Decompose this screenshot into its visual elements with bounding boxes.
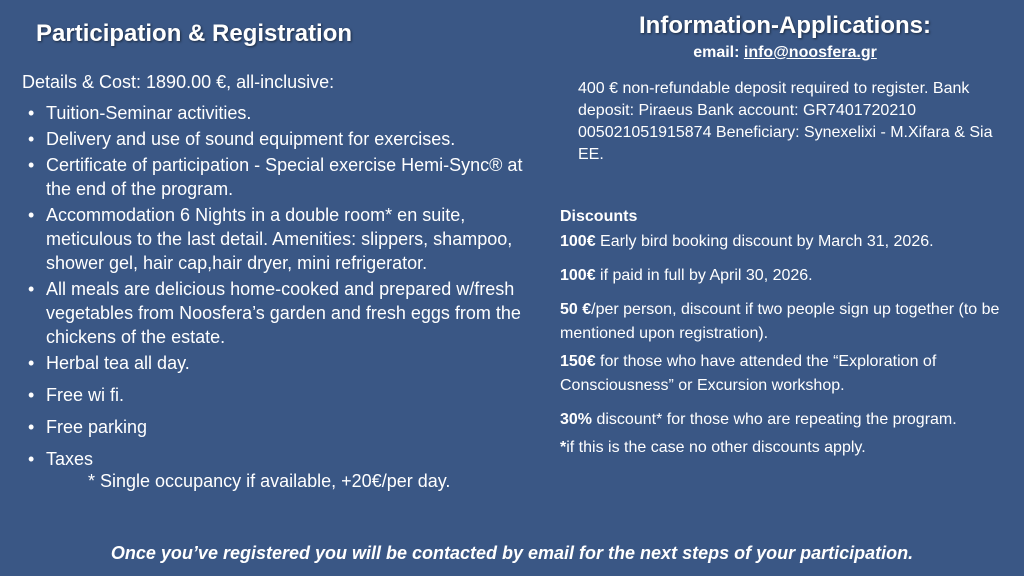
discount-item: 50 €/per person, discount if two people sign up together (to be mentioned upon registration). — [560, 301, 1000, 342]
discount-item: 150€ for those who have attended the “Exploration of Consciousness” or Excursion workshop. — [560, 353, 937, 394]
list-item: • Taxes — [22, 447, 542, 471]
email-link[interactable]: info@noosfera.gr — [743, 44, 877, 61]
list-item: • Free parking — [22, 415, 542, 439]
discounts-title: Discounts — [560, 208, 638, 225]
list-item: • Tuition-Seminar activities. — [22, 101, 542, 125]
information-section — [560, 10, 1010, 460]
footer-message: Once you’ve registered you will be contacted by email for the next steps of your participation. — [110, 543, 914, 563]
email-line — [560, 44, 1010, 62]
information-title: Information-Applications: — [639, 12, 931, 39]
discount-note: *if this is the case no other discounts apply. — [560, 439, 866, 456]
deposit-info: 400 € non-refundable deposit required to register. Bank deposit: Piraeus Bank account: GR7401720210 005021051915874 Beneficiary: Synexelixi - M.Xifara & Sia EE. — [578, 80, 993, 163]
discount-item: 30% discount* for those who are repeating the program. — [560, 411, 957, 428]
included-list — [22, 101, 542, 471]
single-occupancy-note: * Single occupancy if available, +20€/per day. — [88, 471, 451, 491]
discount-item: 100€ Early bird booking discount by March 31, 2026. — [560, 233, 934, 250]
list-item: • Certificate of participation - Special exercise Hemi-Sync® at the end of the program. — [22, 153, 542, 201]
list-item: • All meals are delicious home-cooked and prepared w/fresh vegetables from Noosfera’s garden and fresh eggs from the chickens of the estate. — [22, 277, 542, 349]
list-item: • Delivery and use of sound equipment for exercises. — [22, 127, 542, 151]
list-item: • Free wi fi. — [22, 383, 542, 407]
participation-title: Participation & Registration — [36, 20, 353, 47]
details-cost: Details & Cost: 1890.00 €, all-inclusive: — [22, 72, 335, 92]
email-label: email: — [693, 44, 744, 61]
list-item: • Accommodation 6 Nights in a double room* en suite, meticulous to the last detail. Amenities: slippers, shampoo, shower gel, hair cap,hair dryer, mini refrigerator. — [22, 203, 542, 275]
participation-section — [22, 14, 542, 492]
list-item: • Herbal tea all day. — [22, 351, 542, 375]
discount-item: 100€ if paid in full by April 30, 2026. — [560, 267, 813, 284]
